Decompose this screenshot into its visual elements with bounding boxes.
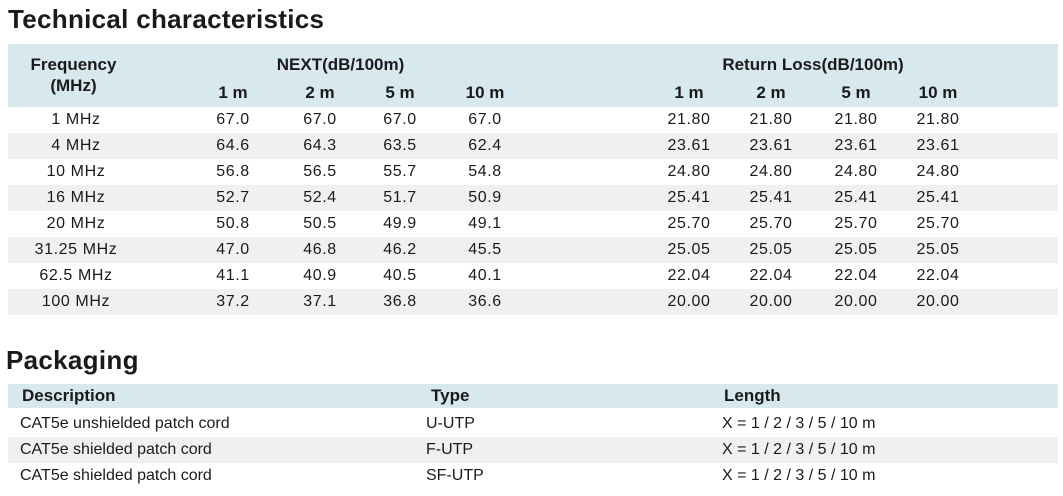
frequency-cell: 10 MHz bbox=[46, 163, 106, 180]
frequency-cell: 4 MHz bbox=[51, 137, 101, 154]
next-cell: 67.0 bbox=[303, 111, 337, 128]
return-loss-cell: 25.41 bbox=[834, 189, 878, 206]
return-loss-cell: 25.70 bbox=[916, 215, 960, 232]
rl-length-5m: 5 m bbox=[841, 83, 871, 102]
return-loss-cell: 21.80 bbox=[749, 111, 793, 128]
length-cell: X = 1 / 2 / 3 / 5 / 10 m bbox=[722, 441, 876, 458]
return-loss-cell: 22.04 bbox=[916, 267, 960, 284]
return-loss-cell: 21.80 bbox=[667, 111, 711, 128]
return-loss-cell: 23.61 bbox=[749, 137, 793, 154]
return-loss-cell: 23.61 bbox=[834, 137, 878, 154]
return-loss-header: Return Loss(dB/100m) bbox=[722, 55, 904, 74]
description-cell: CAT5e shielded patch cord bbox=[20, 467, 212, 484]
technical-table-body bbox=[8, 107, 1058, 315]
table-row bbox=[8, 237, 1058, 263]
table-row bbox=[8, 411, 1058, 437]
return-loss-cell: 21.80 bbox=[834, 111, 878, 128]
description-header: Description bbox=[22, 386, 116, 405]
next-cell: 40.5 bbox=[383, 267, 417, 284]
technical-table-header bbox=[8, 44, 1058, 107]
table-row bbox=[8, 133, 1058, 159]
next-cell: 40.9 bbox=[303, 267, 337, 284]
return-loss-cell: 22.04 bbox=[667, 267, 711, 284]
frequency-cell: 1 MHz bbox=[51, 111, 101, 128]
return-loss-cell: 24.80 bbox=[749, 163, 793, 180]
rl-length-10m: 10 m bbox=[918, 83, 958, 102]
next-cell: 50.5 bbox=[303, 215, 337, 232]
next-cell: 47.0 bbox=[216, 241, 250, 258]
next-cell: 64.3 bbox=[303, 137, 337, 154]
next-length-10m: 10 m bbox=[465, 83, 505, 102]
packaging-table-body bbox=[8, 411, 1058, 489]
return-loss-cell: 25.70 bbox=[667, 215, 711, 232]
next-cell: 37.1 bbox=[303, 293, 337, 310]
return-loss-cell: 25.70 bbox=[834, 215, 878, 232]
next-cell: 52.4 bbox=[303, 189, 337, 206]
frequency-cell: 31.25 MHz bbox=[34, 241, 118, 258]
table-row bbox=[8, 159, 1058, 185]
return-loss-cell: 25.70 bbox=[749, 215, 793, 232]
next-cell: 63.5 bbox=[383, 137, 417, 154]
frequency-cell: 20 MHz bbox=[46, 215, 106, 232]
length-header: Length bbox=[724, 386, 781, 405]
next-cell: 37.2 bbox=[216, 293, 250, 310]
next-cell: 41.1 bbox=[216, 267, 250, 284]
return-loss-cell: 22.04 bbox=[749, 267, 793, 284]
technical-characteristics-title: Technical characteristics bbox=[8, 4, 325, 34]
next-header: NEXT(dB/100m) bbox=[276, 55, 405, 74]
next-cell: 50.9 bbox=[468, 189, 502, 206]
next-cell: 56.5 bbox=[303, 163, 337, 180]
table-row bbox=[8, 463, 1058, 489]
frequency-header: Frequency bbox=[30, 55, 117, 74]
return-loss-cell: 20.00 bbox=[667, 293, 711, 310]
return-loss-cell: 25.41 bbox=[667, 189, 711, 206]
next-length-5m: 5 m bbox=[385, 83, 415, 102]
next-cell: 46.8 bbox=[303, 241, 337, 258]
return-loss-cell: 20.00 bbox=[916, 293, 960, 310]
return-loss-cell: 23.61 bbox=[916, 137, 960, 154]
return-loss-cell: 23.61 bbox=[667, 137, 711, 154]
type-cell: U-UTP bbox=[426, 415, 475, 432]
return-loss-cell: 20.00 bbox=[749, 293, 793, 310]
table-row bbox=[8, 185, 1058, 211]
next-cell: 49.9 bbox=[383, 215, 417, 232]
type-cell: SF-UTP bbox=[426, 467, 484, 484]
return-loss-cell: 25.41 bbox=[916, 189, 960, 206]
return-loss-cell: 22.04 bbox=[834, 267, 878, 284]
return-loss-cell: 25.05 bbox=[749, 241, 793, 258]
next-length-2m: 2 m bbox=[305, 83, 335, 102]
next-cell: 45.5 bbox=[468, 241, 502, 258]
next-cell: 67.0 bbox=[216, 111, 250, 128]
packaging-table-header bbox=[8, 384, 1058, 408]
next-cell: 49.1 bbox=[468, 215, 502, 232]
description-cell: CAT5e unshielded patch cord bbox=[20, 415, 230, 432]
frequency-cell: 16 MHz bbox=[46, 189, 106, 206]
return-loss-cell: 24.80 bbox=[834, 163, 878, 180]
table-row bbox=[8, 289, 1058, 315]
length-cell: X = 1 / 2 / 3 / 5 / 10 m bbox=[722, 415, 876, 432]
type-cell: F-UTP bbox=[426, 441, 474, 458]
table-row bbox=[8, 263, 1058, 289]
next-cell: 50.8 bbox=[216, 215, 250, 232]
return-loss-cell: 25.05 bbox=[667, 241, 711, 258]
frequency-cell: 62.5 MHz bbox=[39, 267, 113, 284]
frequency-cell: 100 MHz bbox=[41, 293, 111, 310]
return-loss-cell: 24.80 bbox=[667, 163, 711, 180]
next-cell: 54.8 bbox=[468, 163, 502, 180]
next-cell: 64.6 bbox=[216, 137, 250, 154]
return-loss-cell: 20.00 bbox=[834, 293, 878, 310]
packaging-title: Packaging bbox=[6, 345, 139, 375]
description-cell: CAT5e shielded patch cord bbox=[20, 441, 212, 458]
return-loss-cell: 24.80 bbox=[916, 163, 960, 180]
next-length-1m: 1 m bbox=[218, 83, 248, 102]
next-cell: 40.1 bbox=[468, 267, 502, 284]
table-row bbox=[8, 211, 1058, 237]
next-cell: 67.0 bbox=[383, 111, 417, 128]
type-header: Type bbox=[431, 386, 470, 405]
table-row bbox=[8, 107, 1058, 133]
return-loss-cell: 21.80 bbox=[916, 111, 960, 128]
next-cell: 52.7 bbox=[216, 189, 250, 206]
next-cell: 36.6 bbox=[468, 293, 502, 310]
next-cell: 62.4 bbox=[468, 137, 502, 154]
next-cell: 67.0 bbox=[468, 111, 502, 128]
next-cell: 56.8 bbox=[216, 163, 250, 180]
frequency-unit-header: (MHz) bbox=[50, 76, 97, 95]
next-cell: 55.7 bbox=[383, 163, 417, 180]
next-cell: 46.2 bbox=[383, 241, 417, 258]
rl-length-2m: 2 m bbox=[756, 83, 786, 102]
next-cell: 36.8 bbox=[383, 293, 417, 310]
return-loss-cell: 25.05 bbox=[834, 241, 878, 258]
return-loss-cell: 25.05 bbox=[916, 241, 960, 258]
length-cell: X = 1 / 2 / 3 / 5 / 10 m bbox=[722, 467, 876, 484]
table-row bbox=[8, 437, 1058, 463]
rl-length-1m: 1 m bbox=[674, 83, 704, 102]
return-loss-cell: 25.41 bbox=[749, 189, 793, 206]
next-cell: 51.7 bbox=[383, 189, 417, 206]
